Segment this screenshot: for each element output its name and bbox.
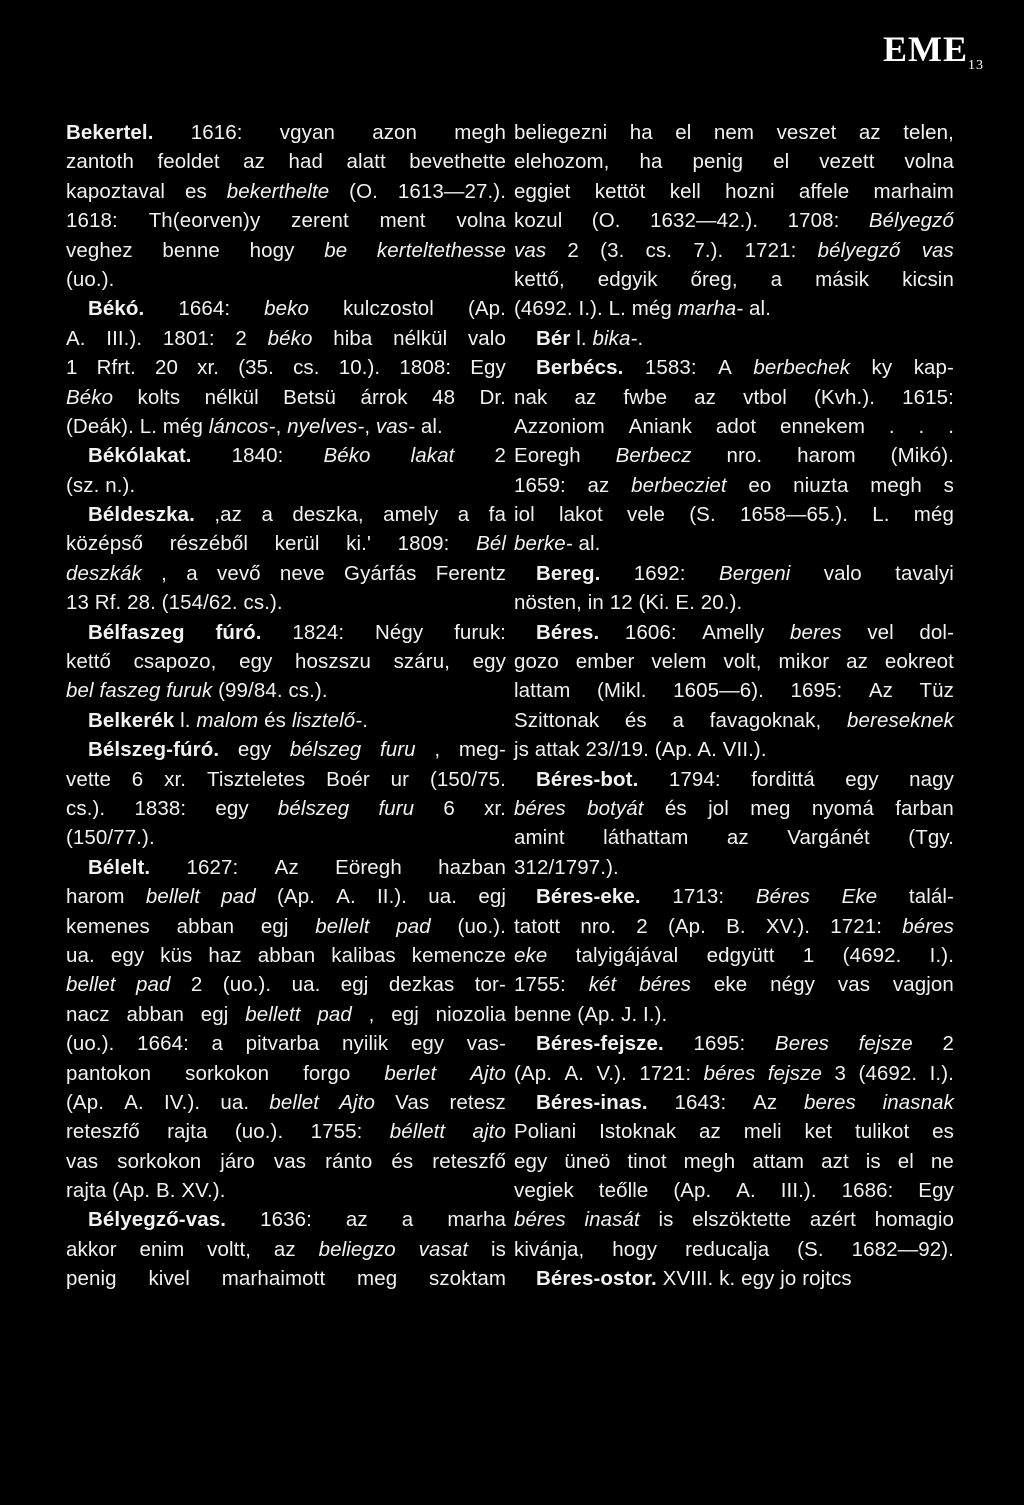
text-line: kemenes abban egj bellelt pad (uo.). xyxy=(66,914,506,938)
text-line: benne (Ap. J. I.). xyxy=(514,1002,668,1026)
text-line: nak az fwbe az vtbol (Kvh.). 1615: xyxy=(514,385,954,409)
text-line: középső részéből kerül ki.' 1809: Bél xyxy=(66,532,506,556)
text-line: Bélelt. 1627: Az Eöregh hazban xyxy=(88,855,506,879)
page-number: 13 xyxy=(968,58,984,74)
text-line: Béres-bot. 1794: fordittá egy nagy xyxy=(536,767,954,791)
text-line: bellet pad 2 (uo.). ua. egj dezkas tor- xyxy=(66,973,506,997)
text-line: Béko kolts nélkül Betsü árrok 48 Dr. xyxy=(66,385,506,409)
text-line: 312/1797.). xyxy=(514,855,619,879)
text-line: Béres. 1606: Amelly beres vel dol- xyxy=(536,620,954,644)
text-line: (4692. I.). L. még marha- al. xyxy=(514,297,771,321)
text-line: 1 Rfrt. 20 xr. (35. cs. 10.). 1808: Egy xyxy=(66,356,506,380)
text-line: kettő csapozo, egy hoszszu száru, egy xyxy=(66,650,506,674)
text-line: Bélyegző-vas. 1636: az a marha xyxy=(88,1208,506,1232)
text-line: Poliani Istoknak az meli ket tulikot es xyxy=(514,1120,954,1144)
text-line: zantoth feoldet az had alatt bevethette xyxy=(66,150,506,174)
text-line: pantokon sorkokon forgo berlet Ajto xyxy=(66,1061,506,1085)
text-line: tatott nro. 2 (Ap. B. XV.). 1721: béres xyxy=(514,914,954,938)
text-line: berke- al. xyxy=(514,532,601,556)
left-text-column xyxy=(66,118,506,1294)
text-line: deszkák , a vevő neve Gyárfás Ferentz xyxy=(66,561,506,585)
text-line: Szittonak és a favagoknak, bereseknek xyxy=(514,708,954,732)
text-line: béres inasát is elszöktette azért homagio xyxy=(514,1208,954,1232)
text-line: egy üneö tinot megh attam azt is el ne xyxy=(514,1149,954,1173)
text-line: Béres-inas. 1643: Az beres inasnak xyxy=(536,1090,954,1114)
text-line: (Deák). L. még láncos-, nyelves-, vas- al. xyxy=(66,414,443,438)
text-line: (sz. n.). xyxy=(66,473,136,497)
text-line: (Ap. A. IV.). ua. bellet Ajto Vas retesz xyxy=(66,1090,506,1114)
text-line: rajta (Ap. B. XV.). xyxy=(66,1179,226,1203)
text-line: Béres-ostor. XVIII. k. egy jo rojtcs xyxy=(536,1267,852,1291)
text-line: Bereg. 1692: Bergeni valo tavalyi xyxy=(536,561,954,585)
text-line: kozul (O. 1632—42.). 1708: Bélyegző xyxy=(514,209,954,233)
text-line: vas 2 (3. cs. 7.). 1721: bélyegző vas xyxy=(514,238,954,262)
text-line: Békó. 1664: beko kulczostol (Ap. xyxy=(88,297,506,321)
text-line: 1618: Th(eorven)y zerent ment volna xyxy=(66,209,506,233)
text-line: eke talyigájával edgyütt 1 (4692. I.). xyxy=(514,943,954,967)
text-line: amint láthattam az Vargánét (Tgy. xyxy=(514,826,954,850)
text-line: akkor enim voltt, az beliegzo vasat is xyxy=(66,1237,506,1261)
text-line: bel faszeg furuk (99/84. cs.). xyxy=(66,679,328,703)
text-line: Bér l. bika-. xyxy=(536,326,644,350)
text-line: Béres-eke. 1713: Béres Eke talál- xyxy=(536,885,954,909)
text-line: ua. egy küs haz abban kalibas kemencze xyxy=(66,943,506,967)
text-line: js attak 23//19. (Ap. A. VII.). xyxy=(514,738,767,762)
text-line: gozo ember velem volt, mikor az eokreot xyxy=(514,650,954,674)
logo-text: EME xyxy=(882,29,968,69)
text-line: harom bellelt pad (Ap. A. II.). ua. egj xyxy=(66,885,506,909)
text-line: penig kivel marhaimott meg szoktam xyxy=(66,1267,506,1291)
text-line: beliegezni ha el nem veszet az telen, xyxy=(514,121,954,144)
text-line: kapoztaval es bekerthelte (O. 1613—27.). xyxy=(66,179,506,203)
text-line: Berbécs. 1583: A berbechek ky kap- xyxy=(536,356,954,380)
text-line: veghez benne hogy be kerteltethesse xyxy=(66,238,506,262)
text-line: (150/77.). xyxy=(66,826,155,850)
text-line: kettő, edgyik őreg, a másik kicsin xyxy=(514,267,954,291)
text-line: vegiek teőlle (Ap. A. III.). 1686: Egy xyxy=(514,1179,954,1203)
text-line: Béldeszka. ,az a deszka, amely a fa xyxy=(88,503,506,527)
text-line: Bélfaszeg fúró. 1824: Négy furuk: xyxy=(88,620,506,644)
text-line: lattam (Mikl. 1605—6). 1695: Az Tüz xyxy=(514,679,954,703)
text-line: iol lakot vele (S. 1658—65.). L. még xyxy=(514,503,954,527)
text-line: nacz abban egj bellett pad , egj niozolia xyxy=(66,1002,506,1026)
text-line: Belkerék l. malom és lisztelő-. xyxy=(88,708,368,732)
text-line: Azzoniom Aniank adot ennekem . . . xyxy=(514,414,954,438)
text-line: Eoregh Berbecz nro. harom (Mikó). xyxy=(514,444,954,468)
text-line: béres botyát és jol meg nyomá farban xyxy=(514,796,954,820)
text-line: nösten, in 12 (Ki. E. 20.). xyxy=(514,591,743,615)
text-line: Békólakat. 1840: Béko lakat 2 xyxy=(88,444,506,468)
text-line: eggiet kettöt kell hozni affele marhaim xyxy=(514,179,954,203)
text-line: 1755: két béres eke négy vas vagjon xyxy=(514,973,954,997)
text-line: A. III.). 1801: 2 béko hiba nélkül valo xyxy=(66,326,506,350)
text-line: 13 Rf. 28. (154/62. cs.). xyxy=(66,591,283,615)
text-line: (Ap. A. V.). 1721: béres fejsze 3 (4692. I.). xyxy=(514,1061,954,1085)
text-line: (uo.). 1664: a pitvarba nyilik egy vas- xyxy=(66,1032,506,1056)
text-line: Bélszeg-fúró. egy bélszeg furu , meg- xyxy=(88,738,506,762)
text-line: Béres-fejsze. 1695: Beres fejsze 2 xyxy=(536,1032,954,1056)
publisher-logo xyxy=(883,28,984,74)
text-line: Bekertel. 1616: vgyan azon megh xyxy=(66,121,506,144)
text-line: kivánja, hogy reducalja (S. 1682—92). xyxy=(514,1237,954,1261)
right-text-column xyxy=(514,118,954,1294)
text-line: elehozom, ha penig el vezett volna xyxy=(514,150,954,174)
text-line: 1659: az berbecziet eo niuzta megh s xyxy=(514,473,954,497)
text-line: vette 6 xr. Tiszteletes Boér ur (150/75. xyxy=(66,767,506,791)
text-line: reteszfő rajta (uo.). 1755: béllett ajto xyxy=(66,1120,506,1144)
text-line: cs.). 1838: egy bélszeg furu 6 xr. xyxy=(66,796,506,820)
text-line: (uo.). xyxy=(66,267,115,291)
text-line: vas sorkokon járo vas ránto és reteszfő xyxy=(66,1149,506,1173)
